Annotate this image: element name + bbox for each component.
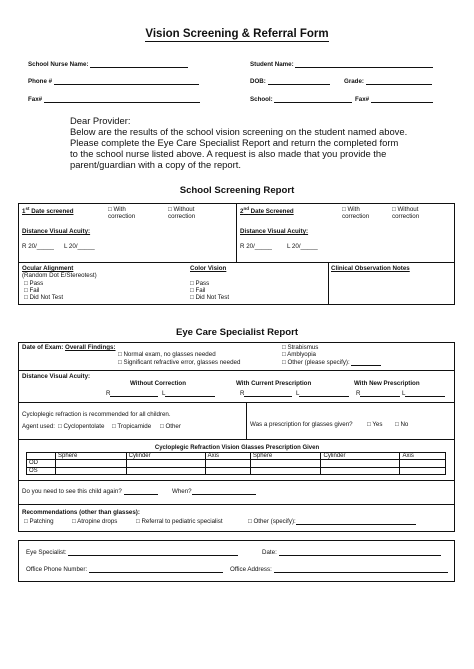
rx-row-os: OS <box>27 467 56 475</box>
letter-line: to the school nurse listed above. A request is also made that you provide the <box>70 148 387 159</box>
rec-referral-checkbox[interactable]: □ Referral to pediatric specialist <box>136 518 223 525</box>
with-label-2: correction <box>108 213 136 220</box>
rx-cell[interactable] <box>400 467 446 475</box>
see-again-label: Do you need to see this child again? <box>22 488 122 495</box>
rec-patching-checkbox[interactable]: □ Patching <box>24 518 54 525</box>
rx-header-axis: Axis <box>205 452 250 460</box>
table-row <box>27 460 446 468</box>
ocular-fail-checkbox[interactable]: □ Fail <box>24 287 40 294</box>
first-date-num: 1 <box>22 208 26 216</box>
student-name-label: Student Name: <box>250 61 294 68</box>
divider <box>19 370 454 371</box>
agent-tropicamide-checkbox[interactable]: □ Tropicamide <box>112 423 152 430</box>
student-name-field[interactable] <box>250 60 433 68</box>
first-r-acuity[interactable]: R 20/_____ <box>22 243 54 250</box>
without-label: □ Without <box>168 206 195 213</box>
recommendations-label: Recommendations (other than glasses): <box>22 509 140 516</box>
current-l-field[interactable] <box>296 390 349 397</box>
see-again-field[interactable] <box>22 488 158 495</box>
cyclo-recommended-text: Cycloplegic refraction is recommended for all children. <box>22 411 171 418</box>
first-l-acuity[interactable]: L 20/_____ <box>64 243 95 250</box>
rx-header-sphere: Sphere <box>56 452 127 460</box>
second-date-num: 2 <box>240 208 244 216</box>
rx-header-cylinder: Cylinder <box>126 452 205 460</box>
without-l-field[interactable] <box>162 390 215 397</box>
finding-amblyopia-checkbox[interactable]: □ Amblyopia <box>282 351 317 358</box>
l-label: L <box>296 390 300 397</box>
fax-left-field[interactable] <box>28 95 200 103</box>
rx-cell[interactable] <box>205 467 250 475</box>
divider <box>236 204 237 262</box>
l-label: L <box>402 390 406 397</box>
office-phone-field[interactable] <box>26 566 223 573</box>
color-pass-checkbox[interactable]: □ Pass <box>190 280 210 287</box>
r-label: R <box>240 390 245 397</box>
divider <box>328 262 329 304</box>
overall-findings-label: Overall Findings: <box>65 344 116 351</box>
second-date-screened <box>240 206 294 215</box>
letter-greeting: Dear Provider: <box>70 115 131 126</box>
agent-cyclopentolate-checkbox[interactable]: □ Cyclopentolate <box>58 423 105 430</box>
rx-cell[interactable] <box>126 467 205 475</box>
finding-refractive-checkbox[interactable]: □ Significant refractive error, glasses needed <box>118 359 241 366</box>
second-without-correction-checkbox[interactable] <box>392 206 419 220</box>
with-current-header: With Current Prescription <box>236 380 312 387</box>
first-with-correction-checkbox[interactable] <box>108 206 135 220</box>
divider <box>19 262 454 263</box>
first-dva-label: Distance Visual Acuity: <box>22 228 91 235</box>
with-label: □ With <box>108 206 126 213</box>
rx-cell[interactable] <box>250 467 321 475</box>
finding-strabismus-checkbox[interactable]: □ Strabismus <box>282 344 319 351</box>
rx-header-blank <box>27 452 56 460</box>
school-report-title: School Screening Report <box>179 185 295 196</box>
rx-given-question: Was a prescription for glasses given? <box>250 421 353 428</box>
ocular-pass-checkbox[interactable]: □ Pass <box>24 280 44 287</box>
second-r-acuity[interactable]: R 20/_____ <box>240 243 272 250</box>
letter-line: Below are the results of the school vision screening on the student named above. <box>70 126 408 137</box>
agent-other-checkbox[interactable]: □ Other <box>160 423 181 430</box>
without-label-2: correction <box>168 213 196 220</box>
second-l-acuity[interactable]: L 20/_____ <box>287 243 318 250</box>
without-correction-header: Without Correction <box>130 380 186 387</box>
first-without-correction-checkbox[interactable] <box>168 206 195 220</box>
agent-used-label: Agent used: <box>22 423 56 430</box>
date-of-exam-label[interactable] <box>22 344 116 351</box>
divider <box>19 504 454 505</box>
without-label-2: correction <box>392 213 420 220</box>
r-label: R <box>356 390 361 397</box>
grade-label: Grade: <box>344 78 364 85</box>
when-field[interactable] <box>172 488 256 495</box>
divider <box>19 439 454 440</box>
grade-field[interactable] <box>344 77 432 85</box>
first-date-label: Date screened <box>29 208 74 216</box>
eye-report-title: Eye Care Specialist Report <box>175 327 299 338</box>
color-dnt-checkbox[interactable]: □ Did Not Test <box>190 294 230 301</box>
eye-specialist-label: Eye Specialist: <box>26 549 67 556</box>
table-row <box>27 467 446 475</box>
office-phone-label: Office Phone Number: <box>26 566 88 573</box>
fax-right-label: Fax# <box>355 96 370 103</box>
rx-cell[interactable] <box>205 460 250 468</box>
rx-table-title: Cycloplegic Refraction Vision Glasses Prescription Given <box>154 445 320 451</box>
eye-dva-label: Distance Visual Acuity: <box>22 373 91 380</box>
rx-row-od: OD <box>27 460 56 468</box>
finding-normal-checkbox[interactable]: □ Normal exam, no glasses needed <box>118 351 216 358</box>
provider-letter <box>70 115 407 170</box>
first-date-sup: st <box>25 206 30 211</box>
phone-label: Phone # <box>28 78 53 85</box>
form-title: Vision Screening & Referral Form <box>145 28 329 40</box>
second-with-correction-checkbox[interactable] <box>342 206 369 220</box>
office-address-label: Office Address: <box>230 566 272 573</box>
rec-atropine-checkbox[interactable]: □ Atropine drops <box>72 518 118 525</box>
when-label: When? <box>172 488 192 495</box>
with-label: □ With <box>342 206 360 213</box>
school-nurse-name-field[interactable] <box>28 60 188 68</box>
with-new-header: With New Prescription <box>354 380 420 387</box>
rx-header-axis: Axis <box>400 452 446 460</box>
without-r-field[interactable] <box>106 390 158 397</box>
color-fail-checkbox[interactable]: □ Fail <box>190 287 206 294</box>
date-field[interactable] <box>262 549 441 556</box>
without-label: □ Without <box>392 206 419 213</box>
second-dva-label: Distance Visual Acuity: <box>240 228 309 235</box>
clinical-notes-label: Clinical Observation Notes <box>331 265 410 272</box>
phone-field[interactable] <box>28 77 199 85</box>
new-r-field[interactable] <box>356 390 400 397</box>
divider <box>19 402 454 403</box>
rec-other-checkbox[interactable] <box>248 518 416 525</box>
fax-right-field[interactable] <box>355 95 433 103</box>
rx-no-checkbox[interactable]: □ No <box>395 421 409 428</box>
finding-other-checkbox[interactable] <box>282 359 381 366</box>
rx-cell[interactable] <box>250 460 321 468</box>
with-label-2: correction <box>342 213 370 220</box>
rx-cell[interactable] <box>56 467 127 475</box>
second-date-label: Date Screened <box>248 208 294 216</box>
first-date-screened <box>22 206 74 215</box>
school-nurse-name-label: School Nurse Name: <box>28 61 89 68</box>
rx-yes-checkbox[interactable]: □ Yes <box>367 421 383 428</box>
eye-specialist-box <box>18 540 455 582</box>
school-field[interactable] <box>250 95 352 103</box>
ocular-dnt-checkbox[interactable]: □ Did Not Test <box>24 294 64 301</box>
letter-line: parent/guardian with a copy of the report. <box>70 159 241 170</box>
divider <box>19 480 454 481</box>
office-address-field[interactable] <box>230 566 448 573</box>
r-label: R <box>106 390 111 397</box>
dob-field[interactable] <box>250 77 330 85</box>
rx-header-cylinder: Cylinder <box>321 452 400 460</box>
rx-table <box>26 445 446 475</box>
divider <box>246 403 247 439</box>
ocular-sub-label: (Random Dot E/Stereotest) <box>22 272 97 279</box>
rx-cell[interactable] <box>321 467 400 475</box>
rx-cell[interactable] <box>321 460 400 468</box>
color-vision-label: Color Vision <box>190 265 227 272</box>
finding-other-label: □ Other (please specify): <box>282 359 350 366</box>
ocular-alignment-label: Ocular Alignment <box>22 265 74 272</box>
school-label: School: <box>250 96 273 103</box>
letter-line: Please complete the Eye Care Specialist Report and return the completed form <box>70 137 399 148</box>
fax-left-label: Fax# <box>28 96 43 103</box>
date-exam-text: Date of Exam: <box>22 344 64 351</box>
rx-header-sphere: Sphere <box>250 452 321 460</box>
second-date-sup: nd <box>243 206 249 211</box>
rx-cell[interactable] <box>126 460 205 468</box>
dob-label: DOB: <box>250 78 266 85</box>
rx-cell[interactable] <box>56 460 127 468</box>
l-label: L <box>162 390 166 397</box>
new-l-field[interactable] <box>402 390 445 397</box>
rec-other-label: □ Other (specify): <box>248 518 296 525</box>
current-r-field[interactable] <box>240 390 292 397</box>
eye-specialist-field[interactable] <box>26 549 238 556</box>
date-label: Date: <box>262 549 277 556</box>
rx-cell[interactable] <box>400 460 446 468</box>
